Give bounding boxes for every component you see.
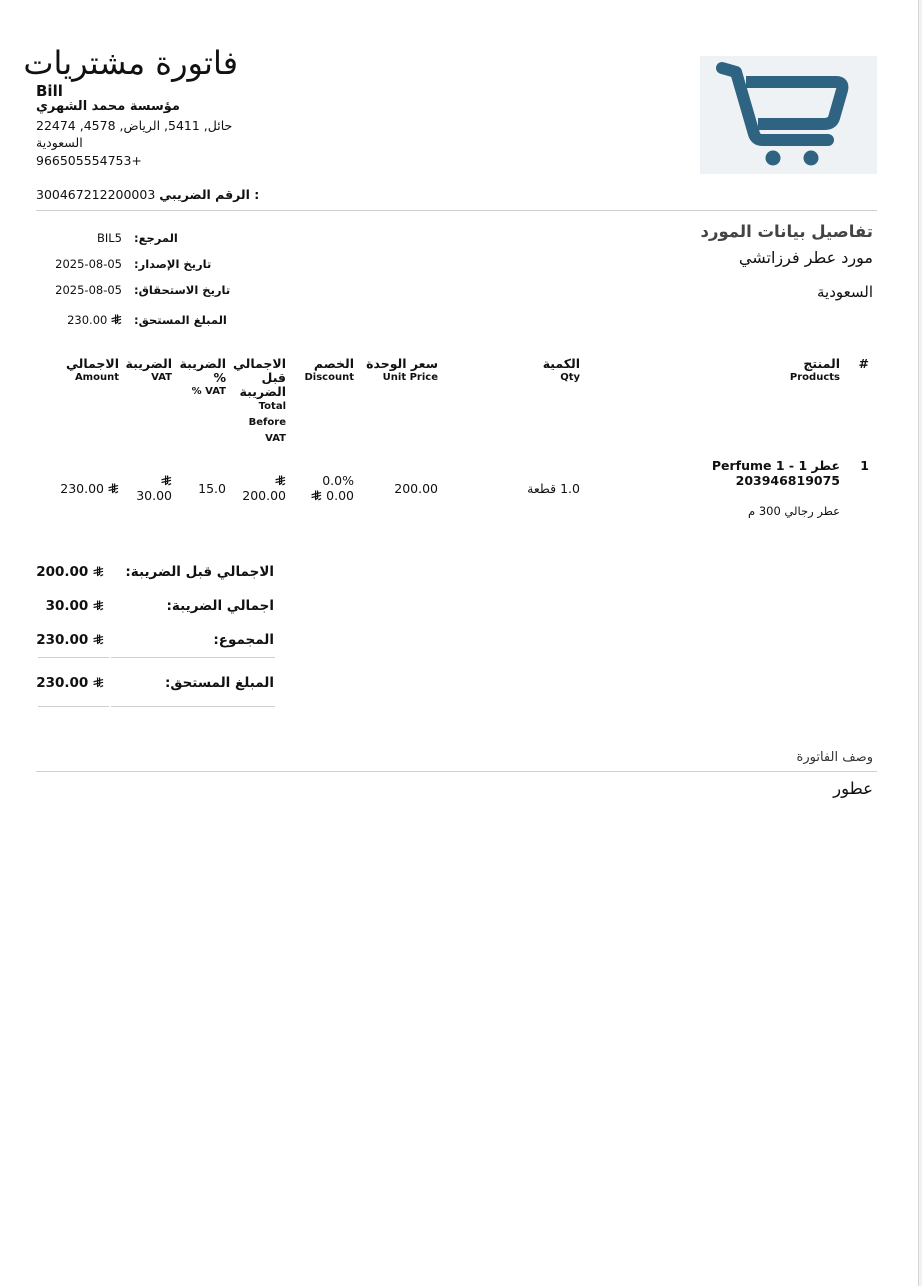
invoice-description-value: عطور	[833, 779, 873, 798]
document-title: فاتورة مشتريات	[23, 44, 238, 82]
grand-total-value: 230.00	[36, 632, 104, 648]
row-discount-percent: 0.0%	[322, 473, 354, 488]
col-header-amount: الاجمالي Amount	[65, 356, 119, 383]
row-discount-amount: 0.00	[326, 488, 354, 503]
riyal-icon	[111, 314, 122, 325]
row-vat	[136, 473, 172, 503]
row-amount-value: 230.00	[60, 481, 105, 496]
total-due-value: 230.00	[36, 675, 104, 691]
riyal-icon	[93, 566, 104, 577]
company-logo	[700, 56, 877, 174]
totals-divider	[38, 657, 109, 658]
total-due-label: المبلغ المستحق:	[165, 675, 274, 691]
row-product-barcode: 203946819075	[735, 473, 840, 488]
riyal-icon	[275, 475, 286, 486]
header-divider	[36, 210, 877, 211]
col-header-discount: الخصم Discount	[304, 356, 354, 383]
riyal-icon	[93, 634, 104, 645]
grand-total-label: المجموع:	[213, 632, 274, 648]
riyal-icon-wrap	[242, 473, 286, 488]
tax-number-value: 300467212200003	[36, 187, 156, 202]
vendor-section-title: تفاصيل بيانات المورد	[700, 222, 873, 241]
vat-total-label: اجمالي الضريبة:	[166, 598, 274, 614]
company-country: السعودية	[36, 135, 83, 150]
company-phone: 966505554753+	[36, 153, 142, 168]
col-header-vat: الضريبة VAT	[125, 356, 172, 383]
company-address: حائل, 5411, الرياض, 4578, 22474	[36, 118, 233, 133]
company-name: مؤسسة محمد الشهري	[36, 99, 180, 114]
row-vat-percent: 15.0	[198, 481, 226, 496]
subtotal-label: الاجمالي قبل الضريبة:	[125, 564, 274, 580]
invoice-description-label: وصف الفاتورة	[796, 750, 873, 765]
row-total-before-vat	[242, 473, 286, 503]
col-header-qty: الكمية Qty	[542, 356, 580, 383]
totals-divider	[38, 706, 109, 707]
col-header-index: #	[858, 356, 869, 371]
shopping-cart-icon	[700, 56, 877, 174]
subtotal-value: 200.00	[36, 564, 104, 580]
issue-date-value: 2025-08-05	[55, 257, 122, 271]
due-date-value: 2025-08-05	[55, 283, 122, 297]
row-product-name: Perfume 1 - عطر 1	[711, 458, 840, 473]
riyal-icon	[161, 475, 172, 486]
tax-number-label: الرقم الضريبي :	[159, 187, 260, 202]
totals-divider	[111, 706, 275, 707]
description-divider	[36, 771, 877, 772]
row-product-description: عطر رجالي 300 م	[748, 504, 840, 518]
row-discount	[311, 473, 354, 503]
tax-number-line	[36, 187, 259, 202]
row-total-before-vat-value: 200.00	[242, 488, 286, 503]
document-subtitle: Bill	[36, 82, 63, 100]
col-header-product: المنتج Products	[789, 356, 840, 383]
col-header-unit-price: سعر الوحدة Unit Price	[366, 356, 438, 383]
amount-due-value	[67, 313, 122, 327]
vendor-country: السعودية	[816, 283, 873, 301]
riyal-icon	[311, 490, 322, 501]
riyal-icon	[93, 600, 104, 611]
riyal-icon	[93, 677, 104, 688]
col-header-vat-percent: الضريبة % % VAT	[179, 356, 226, 397]
col-header-total-before-vat: الاجمالي قبل الضريبة Total Before VAT	[232, 356, 286, 444]
row-qty: 1.0 قطعة	[527, 481, 580, 496]
issue-date-label: تاريخ الإصدار:	[134, 257, 212, 271]
reference-label: المرجع:	[134, 231, 178, 245]
due-date-label: تاريخ الاستحقاق:	[134, 283, 231, 297]
row-index: 1	[860, 458, 869, 473]
riyal-icon	[108, 483, 119, 494]
row-vat-value: 30.00	[136, 488, 172, 503]
totals-divider	[111, 657, 275, 658]
vendor-name: مورد عطر فرزاتشي	[738, 248, 873, 267]
vat-total-value: 30.00	[46, 598, 104, 614]
reference-value: BIL5	[96, 231, 122, 245]
amount-due-label: المبلغ المستحق:	[134, 313, 227, 327]
row-unit-price: 200.00	[394, 481, 438, 496]
row-amount	[60, 481, 119, 496]
row-product	[712, 458, 840, 488]
amount-due-number: 230.00	[67, 313, 108, 327]
row-discount-amount-wrap	[311, 488, 354, 503]
riyal-icon-wrap	[136, 473, 172, 488]
